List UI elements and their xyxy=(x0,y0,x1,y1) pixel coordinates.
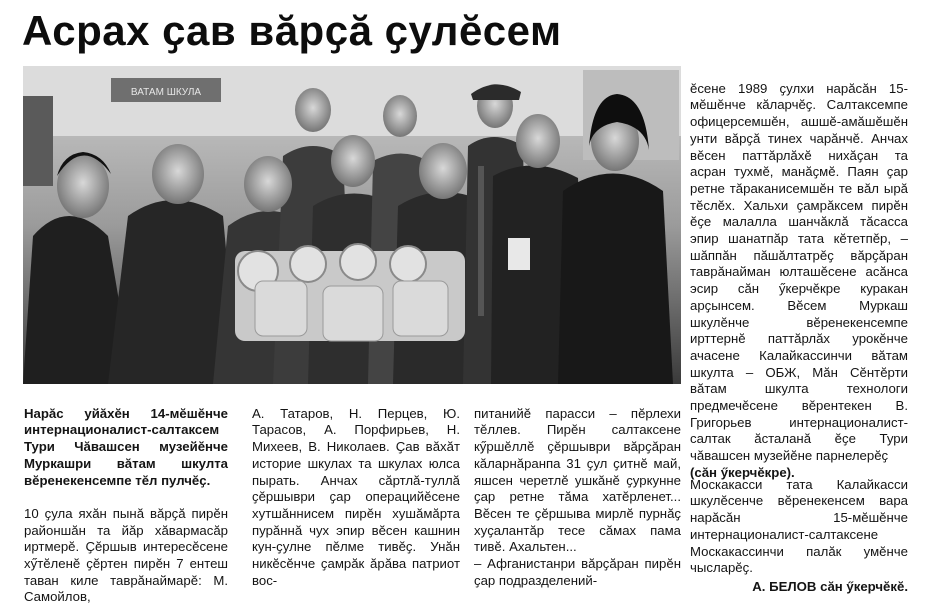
carved-panel xyxy=(235,244,465,341)
column-4-bold-tail: (сӑн ӳкерчӗкре). xyxy=(690,464,795,480)
article-column-4 xyxy=(690,64,908,482)
article-column-2 xyxy=(252,389,460,589)
author-signature: А. БЕЛОВ сӑн ӳкерчӗкӗ. xyxy=(752,578,908,594)
article-column-1 xyxy=(24,389,228,606)
column-4-text: ӗсене 1989 ҫулхи нарӑсӑн 15-мӗшӗнче кӑларчӗҫ. Салтаксемпе офицерсемшӗн, ашшӗ-амӑшӗшӗн унти вӑрҫӑ тинех чарӑнчӗ. Анчах вӗсен паттӑрлӑхӗ нихӑҫан та асран тухмӗ, манӑҫмӗ. Паян ҫар ретне тӑраканисемшӗн те вӑл ырӑ тӗслӗх. Хальхи ҫамрӑксем пирӗн ӗҫе малалла шанчӑклӑ тӑсасса эпир шанатпӑр тата кӗтетпӗр, – шӑппӑн пӑшӑлтатрӗҫ вӑрҫӑран таврӑнайман юлташӗсене асӑнса эсир сӑн ӳкерчӗкре куракан арҫынсем. Вӗсем Муркаш шкулӗнче вӗренекенсемпе ирттернӗ паттӑрлӑх урокӗнче ачасене Калайкассинчи вӑтам шкулта – ОБЖ, Мӑн Сӗнтӗрти вӑтам шкулта технологи предмечӗсене вӗрентекен В. Григорьев интернационалист-салтак ӑсталанӑ ӗҫе Тури чӑвашсен музейӗне парнелерӗҫ xyxy=(690,80,908,464)
banner-text: ВАТАМ ШКУЛА xyxy=(130,87,202,98)
headline: Асрах ҫав вӑрҫӑ ҫулӗсем xyxy=(22,7,562,54)
article-column-3 xyxy=(474,389,681,589)
column-3-text: питанийӗ парасси – пӗрлехи тӗллев. Пирӗн салтаксене кӳршӗллӗ ҫӗршыври вӑрҫӑран кӑларнӑранпа 31 ҫул ҫитнӗ май, яшсен черетлӗ ушкӑнӗ ҫуркунне ҫар ретне тӑма хатӗрленет... Вӗсен те ҫӗршыва мирлӗ пурнӑҫ хуҫалантӑр тесе сӑмах пама тивӗ. Ахальтен... – Афганистанри вӑрҫӑран пирӗн ҫар подразделений- xyxy=(474,405,681,588)
photo-caption: Нарӑс уйӑхӗн 14-мӗшӗнче интернационалист-салтаксем Тури Чӑвашсен музейӗнче Муркашри вӑтам шкулта вӗренекенсемпе тӗл пулчӗҫ. xyxy=(24,405,228,488)
article-column-4-end xyxy=(690,460,908,612)
column-1-text: 10 ҫула яхӑн пынӑ вӑрҫӑ пирӗн районшӑн та йӑр хӑвармасӑр иртмерӗ. Ҫӗршыв интересӗсене хӳтӗленӗ ҫӗртен пирӗн 7 ентеш таван киле таврӑнаймарӗ: М. Самойлов, xyxy=(24,505,228,605)
group-photo xyxy=(23,66,681,384)
group-photo-image xyxy=(23,66,681,384)
column-4-closing-text: Москакасси тата Калайкасси шкулӗсенче вӗренекенсем вара нарӑсӑн 15-мӗшӗнче интернационалист-салтаксене Москакассинчи палӑк умӗнче чысларӗҫ. xyxy=(690,476,908,576)
column-2-text: А. Татаров, Н. Перцев, Ю. Тарасов, А. Порфирьев, Н. Михеев, В. Николаев. Ҫав вӑхӑт историе шкулах та шкулах юлса пырать. Анчах сӑртлӑ-туллӑ ҫӗршыври ҫар операцийӗсене хутшӑннисем пирӗн хушӑмӑрта пурӑннӑ чух эпир вӗсен кашнин кун-ҫулне пӗлме тивӗҫ. Унӑн никӗсӗнче ҫамрӑк ӑрӑва патриот вос- xyxy=(252,405,460,588)
